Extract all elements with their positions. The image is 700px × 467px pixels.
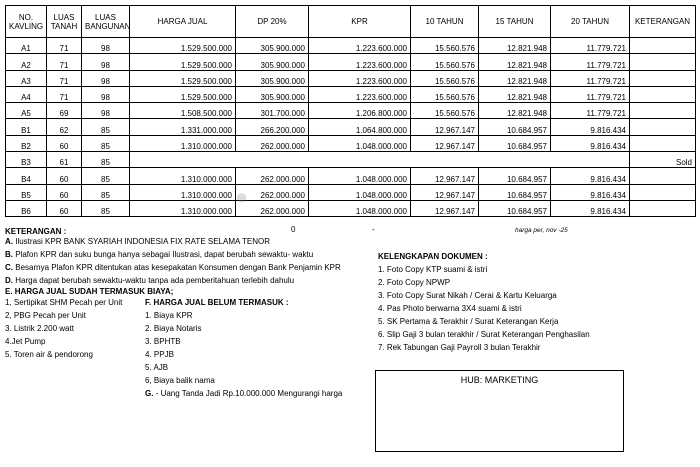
table-cell-harga_jual: 1.529.500.000 <box>130 38 236 54</box>
table-cell-luas_bangunan: 85 <box>82 135 130 151</box>
table-cell-keterangan <box>630 168 696 184</box>
belum-termasuk-item: 3. BPHTB <box>145 337 181 346</box>
termasuk-item: 2, PBG Pecah per Unit <box>5 311 86 320</box>
header-15-tahun: 15 TAHUN <box>479 6 551 38</box>
price-table <box>5 5 696 217</box>
header-keterangan: KETERANGAN <box>630 6 696 38</box>
table-cell-t20: 9.816.434 <box>551 184 630 200</box>
table-row <box>6 86 696 102</box>
table-cell-no_kavling: B1 <box>6 119 47 135</box>
table-cell-luas_tanah: 60 <box>47 184 82 200</box>
table-cell-keterangan <box>630 103 696 119</box>
uang-tanda-jadi-text: - Uang Tanda Jadi Rp.10.000.000 Mengurangi harga <box>155 389 343 398</box>
table-cell-dp: 266.200.000 <box>236 119 309 135</box>
belum-termasuk-item: 5. AJB <box>145 363 169 372</box>
table-cell-luas_tanah: 60 <box>47 200 82 216</box>
table-cell-luas_tanah: 69 <box>47 103 82 119</box>
table-row <box>6 184 696 200</box>
table-cell-harga_jual: 1.529.500.000 <box>130 54 236 70</box>
table-cell-luas_bangunan: 85 <box>82 152 130 168</box>
header-harga-jual: HARGA JUAL <box>130 6 236 38</box>
kelengkapan-item: 5. SK Pertama & Terakhir / Surat Keterangan Kerja <box>378 317 559 326</box>
table-cell-t20: 11.779.721 <box>551 70 630 86</box>
table-cell-keterangan <box>630 54 696 70</box>
table-cell-luas_bangunan: 85 <box>82 200 130 216</box>
keterangan-text-a: Ilustrasi KPR BANK SYARIAH INDONESIA FIX RATE SELAMA TENOR <box>15 237 270 246</box>
table-cell-t20: 9.816.434 <box>551 200 630 216</box>
kelengkapan-item: 3. Foto Copy Surat Nikah / Cerai & Kartu Keluarga <box>378 291 557 300</box>
table-cell-luas_bangunan: 98 <box>82 103 130 119</box>
termasuk-item: 4.Jet Pump <box>5 337 46 346</box>
marketing-contact-label: HUB: MARKETING <box>460 375 539 385</box>
table-cell-keterangan <box>630 184 696 200</box>
table-cell-no_kavling: A2 <box>6 54 47 70</box>
table-cell-t10: 12.967.147 <box>411 168 479 184</box>
table-cell-kpr: 1.048.000.000 <box>309 168 411 184</box>
termasuk-item: 5. Toren air & pendorong <box>5 350 93 359</box>
table-cell-t10: 12.967.147 <box>411 119 479 135</box>
termasuk-item: 3. Listrik 2.200 watt <box>5 324 74 333</box>
table-cell-luas_tanah: 71 <box>47 70 82 86</box>
table-cell-keterangan <box>630 200 696 216</box>
kelengkapan-item: 1. Foto Copy KTP suami & istri <box>378 265 488 274</box>
table-cell-t10: 15.560.576 <box>411 86 479 102</box>
table-cell-luas_bangunan: 98 <box>82 86 130 102</box>
table-cell-no_kavling: A5 <box>6 103 47 119</box>
table-cell-luas_tanah: 61 <box>47 152 82 168</box>
table-cell-kpr: 1.048.000.000 <box>309 184 411 200</box>
watermark: ● <box>235 184 249 209</box>
table-cell-no_kavling: A1 <box>6 38 47 54</box>
keterangan-letter-d: D. <box>5 276 13 285</box>
table-cell-kpr: 1.223.600.000 <box>309 38 411 54</box>
table-row <box>6 103 696 119</box>
kelengkapan-item: 2. Foto Copy NPWP <box>378 278 451 287</box>
table-cell-t20: 9.816.434 <box>551 168 630 184</box>
table-cell-t15: 10.684.957 <box>479 135 551 151</box>
belum-termasuk-title: F. HARGA JUAL BELUM TERMASUK : <box>145 298 289 307</box>
table-row <box>6 38 696 54</box>
table-cell-harga_jual: 1.331.000.000 <box>130 119 236 135</box>
table-cell-kpr: 1.223.600.000 <box>309 54 411 70</box>
table-cell-t10: 15.560.576 <box>411 38 479 54</box>
keterangan-text-d: Harga dapat berubah sewaktu-waktu tanpa ada pemberitahuan terlebih dahulu <box>15 276 295 285</box>
table-cell-keterangan: Sold <box>630 152 696 168</box>
kelengkapan-item: 6. Slip Gaji 3 bulan terakhir / Surat Keterangan Penghasilan <box>378 330 590 339</box>
table-cell-kpr: 1.223.600.000 <box>309 70 411 86</box>
uang-tanda-jadi <box>145 389 342 399</box>
table-cell-luas_tanah: 60 <box>47 135 82 151</box>
table-cell-luas_tanah: 71 <box>47 54 82 70</box>
table-cell-luas_tanah: 62 <box>47 119 82 135</box>
table-cell-t15: 10.684.957 <box>479 168 551 184</box>
table-cell-t10: 12.967.147 <box>411 200 479 216</box>
table-row <box>6 152 696 168</box>
belum-termasuk-item: 4. PPJB <box>145 350 174 359</box>
kelengkapan-item: 7. Rek Tabungan Gaji Payroll 3 bulan Terakhir <box>378 343 541 352</box>
table-cell-t10: 15.560.576 <box>411 70 479 86</box>
keterangan-item-a <box>5 237 270 247</box>
table-cell-kpr: 1.048.000.000 <box>309 200 411 216</box>
table-cell-empty <box>130 152 630 168</box>
table-cell-keterangan <box>630 70 696 86</box>
header-10-tahun: 10 TAHUN <box>411 6 479 38</box>
header-dp: DP 20% <box>236 6 309 38</box>
table-cell-no_kavling: B2 <box>6 135 47 151</box>
table-cell-t10: 12.967.147 <box>411 135 479 151</box>
table-cell-harga_jual: 1.529.500.000 <box>130 70 236 86</box>
table-row <box>6 119 696 135</box>
table-cell-t15: 10.684.957 <box>479 200 551 216</box>
table-cell-t10: 15.560.576 <box>411 103 479 119</box>
table-cell-t20: 9.816.434 <box>551 119 630 135</box>
table-cell-dp: 262.000.000 <box>236 135 309 151</box>
table-cell-t10: 15.560.576 <box>411 54 479 70</box>
table-cell-dp: 262.000.000 <box>236 184 309 200</box>
termasuk-item: 1, Sertipikat SHM Pecah per Unit <box>5 298 123 307</box>
table-cell-keterangan <box>630 86 696 102</box>
belum-termasuk-item: 2. Biaya Notaris <box>145 324 202 333</box>
table-cell-no_kavling: B6 <box>6 200 47 216</box>
table-cell-t10: 12.967.147 <box>411 184 479 200</box>
table-cell-dp: 305.900.000 <box>236 86 309 102</box>
uang-tanda-jadi-letter: G. <box>145 389 154 398</box>
table-cell-kpr: 1.223.600.000 <box>309 86 411 102</box>
table-cell-t15: 12.821.948 <box>479 103 551 119</box>
table-header-row <box>6 6 696 38</box>
table-cell-luas_bangunan: 85 <box>82 168 130 184</box>
table-cell-keterangan <box>630 38 696 54</box>
header-kpr: KPR <box>309 6 411 38</box>
table-row <box>6 200 696 216</box>
table-cell-luas_bangunan: 98 <box>82 54 130 70</box>
table-cell-dp: 305.900.000 <box>236 70 309 86</box>
header-luas-bangunan: LUAS BANGUNAN <box>82 6 130 38</box>
table-cell-luas_tanah: 60 <box>47 168 82 184</box>
table-cell-t15: 10.684.957 <box>479 184 551 200</box>
table-cell-t20: 9.816.434 <box>551 135 630 151</box>
table-cell-dp: 262.000.000 <box>236 200 309 216</box>
table-cell-t20: 11.779.721 <box>551 54 630 70</box>
header-no-kavling: NO. KAVLING <box>6 6 47 38</box>
table-cell-harga_jual: 1.529.500.000 <box>130 86 236 102</box>
table-cell-dp: 305.900.000 <box>236 54 309 70</box>
table-cell-no_kavling: B3 <box>6 152 47 168</box>
keterangan-item-c <box>5 263 341 273</box>
keterangan-item-b <box>5 250 313 260</box>
table-cell-no_kavling: B4 <box>6 168 47 184</box>
price-date-note: harga per, nov -25 <box>515 227 568 234</box>
termasuk-title: E. HARGA JUAL SUDAH TERMASUK BIAYA; <box>5 287 174 296</box>
table-cell-kpr: 1.064.800.000 <box>309 119 411 135</box>
table-cell-kpr: 1.048.000.000 <box>309 135 411 151</box>
table-cell-kpr: 1.206.800.000 <box>309 103 411 119</box>
table-cell-t20: 11.779.721 <box>551 86 630 102</box>
table-cell-luas_bangunan: 98 <box>82 70 130 86</box>
table-cell-no_kavling: A4 <box>6 86 47 102</box>
table-cell-harga_jual: 1.508.500.000 <box>130 103 236 119</box>
table-cell-no_kavling: B5 <box>6 184 47 200</box>
table-cell-dp: 262.000.000 <box>236 168 309 184</box>
marketing-contact-box <box>375 370 624 452</box>
table-cell-t15: 12.821.948 <box>479 38 551 54</box>
header-luas-tanah: LUAS TANAH <box>47 6 82 38</box>
table-cell-luas_bangunan: 98 <box>82 38 130 54</box>
table-cell-harga_jual: 1.310.000.000 <box>130 168 236 184</box>
table-cell-t15: 12.821.948 <box>479 86 551 102</box>
below-table-zero: 0 <box>291 225 296 234</box>
below-table-dash: - <box>372 225 375 234</box>
table-row <box>6 54 696 70</box>
table-cell-t20: 11.779.721 <box>551 103 630 119</box>
table-cell-harga_jual: 1.310.000.000 <box>130 135 236 151</box>
table-cell-keterangan <box>630 119 696 135</box>
table-cell-t15: 12.821.948 <box>479 54 551 70</box>
belum-termasuk-item: 1. Biaya KPR <box>145 311 193 320</box>
keterangan-letter-a: A. <box>5 237 13 246</box>
table-row <box>6 70 696 86</box>
table-cell-dp: 305.900.000 <box>236 38 309 54</box>
kelengkapan-item: 4. Pas Photo berwarna 3X4 suami & istri <box>378 304 522 313</box>
keterangan-title: KETERANGAN : <box>5 227 67 236</box>
table-row <box>6 135 696 151</box>
table-cell-luas_tanah: 71 <box>47 86 82 102</box>
keterangan-text-b: Plafon KPR dan suku bunga hanya sebagai Ilustrasi, dapat berubah sewaktu- waktu <box>15 250 314 259</box>
kelengkapan-title: KELENGKAPAN DOKUMEN : <box>378 252 488 261</box>
header-20-tahun: 20 TAHUN <box>551 6 630 38</box>
keterangan-text-c: Besarnya Plafon KPR ditentukan atas kesepakatan Konsumen dengan Bank Penjamin KPR <box>15 263 341 272</box>
table-cell-t20: 11.779.721 <box>551 38 630 54</box>
table-cell-t15: 12.821.948 <box>479 70 551 86</box>
table-cell-luas_bangunan: 85 <box>82 184 130 200</box>
keterangan-item-d <box>5 276 294 286</box>
table-cell-keterangan <box>630 135 696 151</box>
table-cell-luas_tanah: 71 <box>47 38 82 54</box>
table-cell-harga_jual: 1.310.000.000 <box>130 184 236 200</box>
keterangan-letter-c: C. <box>5 263 13 272</box>
table-cell-dp: 301.700.000 <box>236 103 309 119</box>
table-row <box>6 168 696 184</box>
table-cell-no_kavling: A3 <box>6 70 47 86</box>
keterangan-letter-b: B. <box>5 250 13 259</box>
belum-termasuk-item: 6, Biaya balik nama <box>145 376 215 385</box>
table-cell-luas_bangunan: 85 <box>82 119 130 135</box>
table-cell-t15: 10.684.957 <box>479 119 551 135</box>
table-cell-harga_jual: 1.310.000.000 <box>130 200 236 216</box>
